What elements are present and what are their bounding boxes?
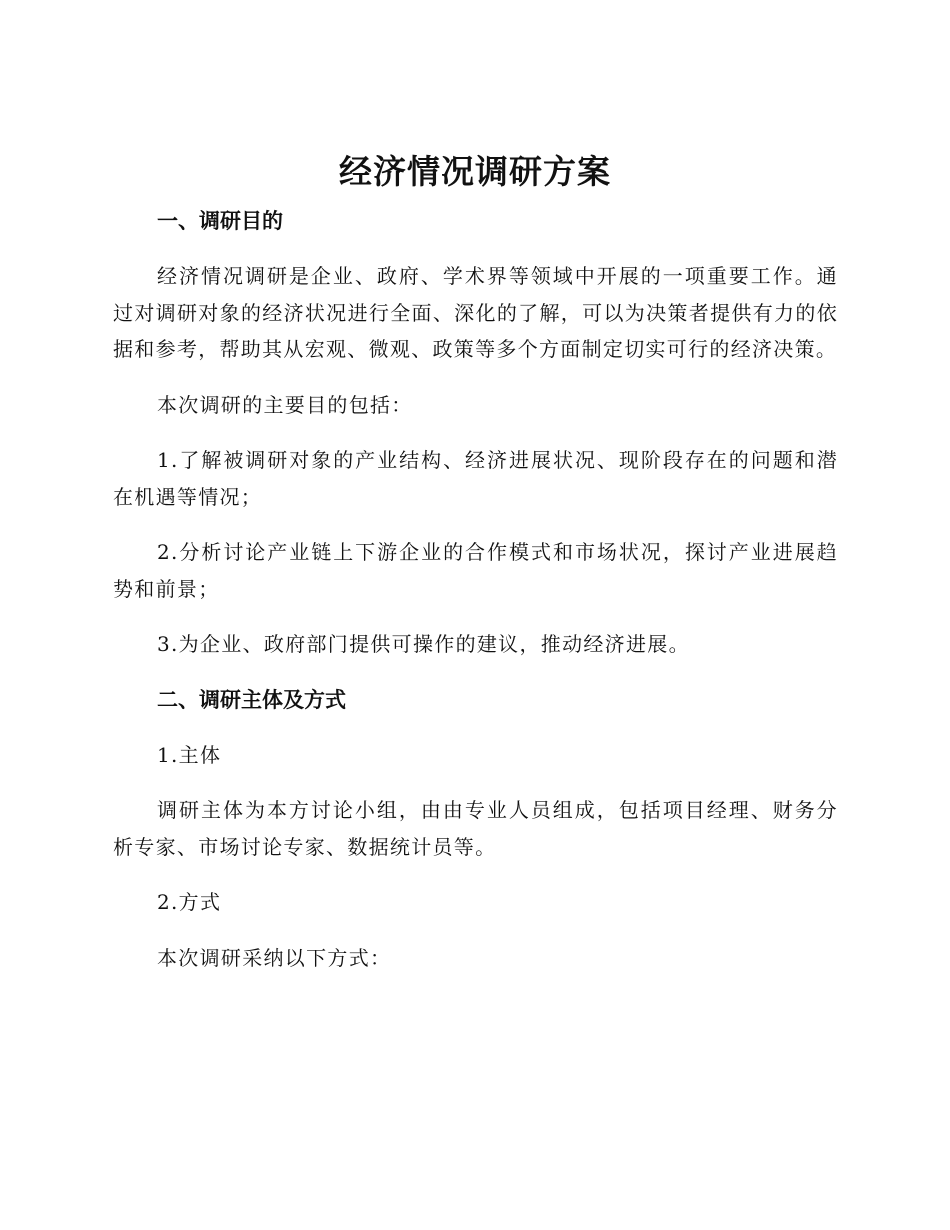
section-heading-purpose: 一、调研目的 — [157, 209, 283, 233]
subheading-method: 2.方式 — [157, 890, 222, 914]
document-title: 经济情况调研方案 — [339, 152, 611, 191]
paragraph-method-lead: 本次调研采纳以下方式： — [157, 945, 392, 970]
list-item-goal-1: 1.了解被调研对象的产业结构、经济进展状况、现阶段存在的问题和潜在机遇等情况； — [113, 448, 838, 509]
list-item-goal-2: 2.分析讨论产业链上下游企业的合作模式和市场状况，探讨产业进展趋势和前景； — [113, 540, 838, 601]
section-heading-subject-method: 二、调研主体及方式 — [157, 687, 346, 712]
paragraph-subject: 调研主体为本方讨论小组，由由专业人员组成，包括项目经理、财务分析专家、市场讨论专家、数据统计员等。 — [113, 798, 838, 859]
list-item-goal-3: 3.为企业、政府部门提供可操作的建议，推动经济进展。 — [157, 632, 690, 656]
document-body — [113, 203, 838, 995]
subheading-subject: 1.主体 — [157, 742, 222, 767]
paragraph-goals-lead: 本次调研的主要目的包括： — [157, 392, 413, 417]
paragraph-intro: 经济情况调研是企业、政府、学术界等领域中开展的一项重要工作。通过对调研对象的经济状况进行全面、深化的了解，可以为决策者提供有力的依据和参考，帮助其从宏观、微观、政策等多个方面制定切实可行的经济决策。 — [113, 264, 838, 361]
